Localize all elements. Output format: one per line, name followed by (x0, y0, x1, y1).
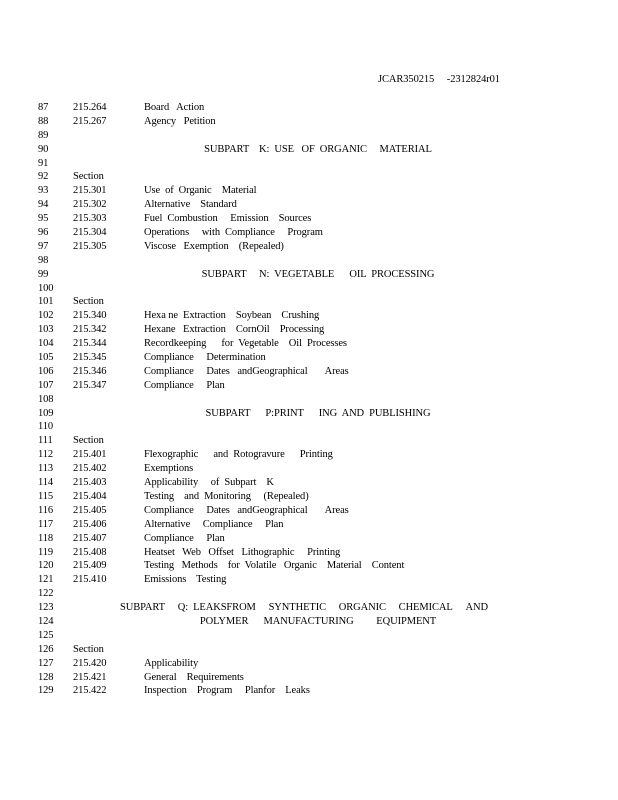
line-number: 91 (38, 157, 49, 169)
section-number: 215.340 (73, 310, 107, 322)
document-line (0, 379, 618, 393)
section-number: Section (73, 171, 104, 183)
document-line (0, 157, 618, 171)
subpart-heading-word: SYNTHETIC (268, 602, 326, 614)
line-number: 107 (38, 379, 54, 391)
section-title: Compliance Dates andGeographical Areas (144, 365, 349, 377)
document-line (0, 115, 618, 129)
line-number: 123 (38, 602, 54, 614)
section-title: Testing and Monitoring (Repealed) (144, 490, 309, 502)
section-number: 215.267 (73, 115, 107, 127)
document-line (0, 518, 618, 532)
document-line (0, 365, 618, 379)
document-id-header: JCAR350215 -2312824r01 (378, 74, 500, 85)
line-number: 106 (38, 365, 54, 377)
document-line (0, 587, 618, 601)
document-line (0, 671, 618, 685)
document-line (0, 282, 618, 296)
section-number: 215.408 (73, 546, 107, 558)
section-number: 215.342 (73, 324, 107, 336)
line-number: 129 (38, 685, 54, 697)
section-number: 215.344 (73, 338, 107, 350)
line-number: 114 (38, 477, 54, 489)
section-number: 215.421 (73, 671, 107, 683)
subpart-heading: SUBPART P:PRINT ING AND PUBLISHING (205, 407, 431, 419)
line-number: 89 (38, 129, 49, 141)
line-number: 96 (38, 227, 49, 239)
section-title: Compliance Plan (144, 532, 225, 544)
document-line (0, 393, 618, 407)
line-number: 115 (38, 490, 54, 502)
section-title: Flexographic and Rotogravure Printing (144, 449, 333, 461)
document-line (0, 490, 618, 504)
section-number: 215.305 (73, 240, 107, 252)
section-title: Alternative Standard (144, 199, 237, 211)
line-number: 109 (38, 407, 54, 419)
line-number: 126 (38, 643, 54, 655)
section-number: 215.422 (73, 685, 107, 697)
section-number: 215.304 (73, 227, 107, 239)
document-line (0, 629, 618, 643)
section-title: Testing Methods for Volatile Organic Material Content (144, 560, 405, 572)
document-line (0, 532, 618, 546)
subpart-heading-word: SUBPART (120, 602, 165, 614)
line-number: 90 (38, 143, 49, 155)
line-number: 124 (38, 615, 54, 627)
section-title: Compliance Determination (144, 352, 266, 364)
document-line (0, 226, 618, 240)
document-line (0, 601, 618, 615)
line-number: 99 (38, 268, 49, 280)
section-title: Applicability (144, 657, 199, 669)
line-number: 121 (38, 574, 54, 586)
document-line (0, 170, 618, 184)
document-line (0, 198, 618, 212)
section-title: Exemptions (144, 463, 194, 475)
section-number: 215.410 (73, 574, 107, 586)
document-line (0, 559, 618, 573)
section-title: Emissions Testing (144, 574, 227, 586)
line-number: 87 (38, 102, 49, 113)
document-line (0, 643, 618, 657)
section-number: 215.404 (73, 490, 107, 502)
document-line (0, 420, 618, 434)
document-line (0, 407, 618, 421)
line-number: 88 (38, 115, 49, 127)
section-number: 215.405 (73, 504, 107, 516)
section-number: 215.402 (73, 463, 107, 475)
document-line (0, 462, 618, 476)
line-number: 92 (38, 171, 49, 183)
section-number: Section (73, 435, 104, 447)
section-title: Agency Petition (144, 115, 216, 127)
section-title: Hexa ne Extraction Soybean Crushing (144, 310, 320, 322)
line-number: 111 (38, 435, 53, 447)
section-title: Heatset Web Offset Lithographic Printing (144, 546, 341, 558)
section-number: 215.346 (73, 365, 107, 377)
section-title: Viscose Exemption (Repealed) (144, 240, 284, 252)
document-line (0, 184, 618, 198)
subpart-heading: POLYMER MANUFACTURING EQUIPMENT (199, 615, 437, 627)
subpart-heading-word: ORGANIC (338, 602, 386, 614)
section-number: 215.302 (73, 199, 107, 211)
line-number: 118 (38, 532, 54, 544)
section-number: 215.407 (73, 532, 107, 544)
section-number: 215.264 (73, 102, 107, 113)
section-title: Board Action (144, 102, 205, 113)
document-line (0, 268, 618, 282)
document-line (0, 143, 618, 157)
subpart-heading: SUBPART N: VEGETABLE OIL PROCESSING (201, 268, 435, 280)
section-title: Compliance Dates andGeographical Areas (144, 504, 349, 516)
section-number: Section (73, 296, 104, 308)
section-number: Section (73, 643, 104, 655)
line-number: 116 (38, 504, 54, 516)
line-number: 120 (38, 560, 54, 572)
document-line (0, 323, 618, 337)
section-title: Inspection Program Planfor Leaks (144, 685, 310, 697)
section-title: General Requirements (144, 671, 244, 683)
section-number: 215.401 (73, 449, 107, 461)
line-number: 103 (38, 324, 54, 336)
section-title: Alternative Compliance Plan (144, 518, 284, 530)
document-line (0, 129, 618, 143)
document-lines (0, 101, 618, 698)
section-number: 215.301 (73, 185, 107, 197)
subpart-heading (120, 601, 488, 615)
section-number: 215.409 (73, 560, 107, 572)
section-title: Operations with Compliance Program (144, 227, 323, 239)
section-number: 215.347 (73, 379, 107, 391)
section-title: Recordkeeping for Vegetable Oil Processes (144, 338, 347, 350)
line-number: 128 (38, 671, 54, 683)
line-number: 95 (38, 213, 49, 225)
line-number: 100 (38, 282, 54, 294)
document-line (0, 546, 618, 560)
document-line (0, 337, 618, 351)
document-line (0, 657, 618, 671)
document-line (0, 504, 618, 518)
document-line (0, 101, 618, 115)
line-number: 112 (38, 449, 54, 461)
document-line (0, 212, 618, 226)
document-line (0, 684, 618, 698)
document-line (0, 615, 618, 629)
document-line (0, 240, 618, 254)
subpart-heading-word: AND (465, 602, 488, 614)
line-number: 119 (38, 546, 54, 558)
section-number: 215.345 (73, 352, 107, 364)
section-number: 215.406 (73, 518, 107, 530)
section-number: 215.403 (73, 477, 107, 489)
line-number: 93 (38, 185, 49, 197)
subpart-heading: SUBPART K: USE OF ORGANIC MATERIAL (204, 143, 432, 155)
line-number: 104 (38, 338, 54, 350)
subpart-heading-word: CHEMICAL (398, 602, 453, 614)
document-line (0, 295, 618, 309)
line-number: 102 (38, 310, 54, 322)
subpart-heading-word: Q: LEAKSFROM (177, 602, 256, 614)
document-line (0, 573, 618, 587)
line-number: 113 (38, 463, 54, 475)
document-line (0, 351, 618, 365)
line-number: 101 (38, 296, 54, 308)
line-number: 125 (38, 629, 54, 641)
section-number: 215.303 (73, 213, 107, 225)
line-number: 98 (38, 254, 49, 266)
section-title: Use of Organic Material (144, 185, 257, 197)
line-number: 110 (38, 421, 54, 433)
line-number: 122 (38, 588, 54, 600)
section-title: Compliance Plan (144, 379, 225, 391)
section-number: 215.420 (73, 657, 107, 669)
document-line (0, 448, 618, 462)
document-line (0, 254, 618, 268)
line-number: 94 (38, 199, 49, 211)
document-line (0, 476, 618, 490)
document-line (0, 309, 618, 323)
line-number: 97 (38, 240, 49, 252)
section-title: Applicability of Subpart K (144, 477, 274, 489)
section-title: Fuel Combustion Emission Sources (144, 213, 312, 225)
document-line (0, 434, 618, 448)
line-number: 117 (38, 518, 54, 530)
line-number: 127 (38, 657, 54, 669)
section-title: Hexane Extraction CornOil Processing (144, 324, 325, 336)
line-number: 105 (38, 352, 54, 364)
line-number: 108 (38, 393, 54, 405)
